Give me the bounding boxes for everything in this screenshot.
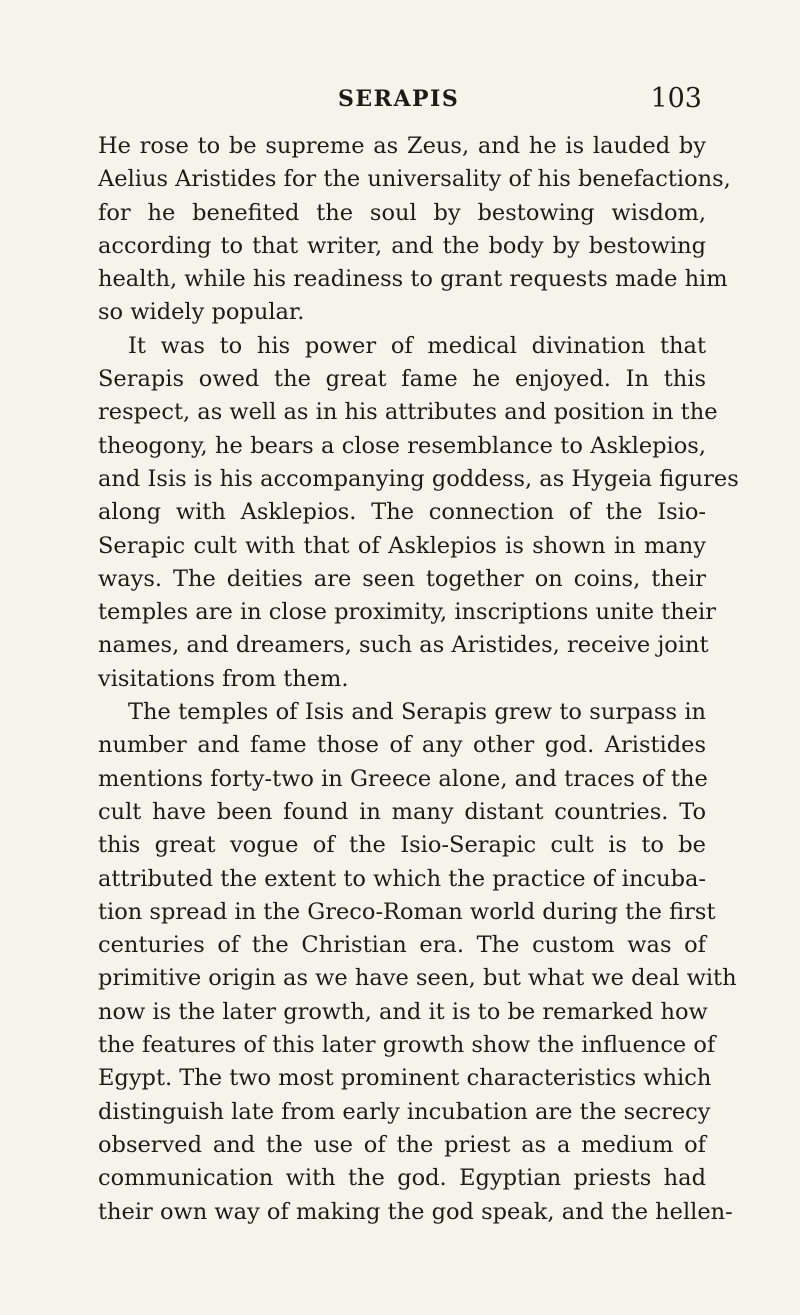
- text-line: He rose to be supreme as Zeus, and he is lauded by: [98, 133, 706, 159]
- text-line: this great vogue of the Isio-Serapic cult is to be: [98, 832, 706, 859]
- text-line: centuries of the Christian era. The custom was of: [98, 932, 706, 959]
- text-line: attributed the extent to which the practice of incuba-: [98, 865, 706, 892]
- page-number: 103: [650, 83, 702, 114]
- text-line: mentions forty-two in Greece alone, and traces of the: [98, 765, 708, 792]
- text-line: so widely popular.: [98, 299, 305, 326]
- text-line: observed and the use of the priest as a medium of: [98, 1131, 706, 1158]
- text-line: names, and dreamers, such as Aristides, receive joint: [98, 632, 709, 659]
- text-line: distinguish late from early incubation are the secrecy: [98, 1098, 711, 1125]
- text-line: temples are in close proximity, inscriptions unite their: [98, 599, 716, 626]
- text-line: primitive origin as we have seen, but what we deal with: [98, 965, 737, 992]
- body-text: [98, 130, 739, 1229]
- text-line: and Isis is his accompanying goddess, as Hygeia figures: [98, 465, 739, 492]
- text-line: The temples of Isis and Serapis grew to surpass in: [128, 699, 706, 726]
- text-line: It was to his power of medical divination that: [128, 332, 706, 359]
- text-line: health, while his readiness to grant requests made him: [98, 266, 728, 293]
- text-line: according to that writer, and the body by bestowing: [98, 232, 706, 259]
- text-line: Aelius Aristides for the universality of his benefactions,: [98, 166, 731, 193]
- running-head: [0, 82, 800, 116]
- text-line: communication with the god. Egyptian priests had: [98, 1165, 706, 1192]
- text-line: cult have been found in many distant countries. To: [98, 798, 706, 825]
- text-line: ways. The deities are seen together on coins, their: [98, 565, 706, 592]
- running-title: SERAPIS: [338, 86, 460, 112]
- text-line: along with Asklepios. The connection of the Isio-: [98, 499, 706, 526]
- text-line: visitations from them.: [98, 665, 349, 692]
- text-line: Serapic cult with that of Asklepios is shown in many: [98, 532, 706, 559]
- text-line: their own way of making the god speak, and the hellen-: [98, 1198, 733, 1225]
- text-line: now is the later growth, and it is to be remarked how: [98, 998, 708, 1025]
- text-line: respect, as well as in his attributes and position in the: [98, 399, 718, 426]
- text-line: number and fame those of any other god. Aristides: [98, 732, 706, 759]
- text-line: Egypt. The two most prominent characteristics which: [98, 1065, 712, 1092]
- text-line: Serapis owed the great fame he enjoyed. In this: [98, 366, 706, 393]
- text-line: for he benefited the soul by bestowing wisdom,: [98, 199, 706, 226]
- text-line: tion spread in the Greco-Roman world during the first: [98, 898, 716, 925]
- text-line: the features of this later growth show the influence of: [98, 1032, 716, 1059]
- text-line: theogony, he bears a close resemblance to Asklepios,: [98, 432, 706, 459]
